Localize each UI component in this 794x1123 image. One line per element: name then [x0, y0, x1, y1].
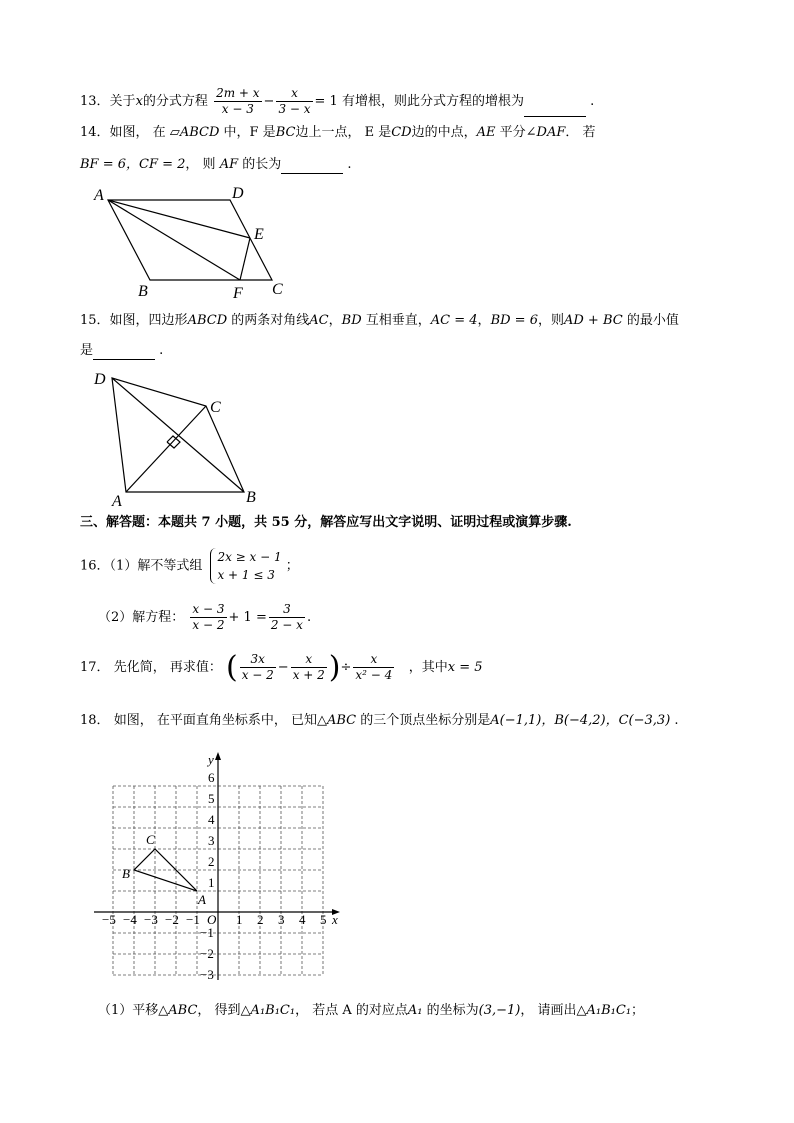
q14-segment-ae — [108, 200, 250, 238]
q16-fraction-1: $\frac{x - 3}{x - 2}$ — [192, 602, 225, 632]
q15-ac-value: AC = 4 — [430, 313, 478, 328]
q14-text-4: 边的中点， — [411, 125, 477, 140]
q18-sub1-text-3: ， 若点 A 的对应点 — [295, 1003, 408, 1018]
q15-label-c: C — [210, 399, 221, 416]
q15-text-5: ， — [477, 313, 491, 328]
question-14-line-2 — [80, 156, 352, 174]
q16-part-2-text: （2）解方程： — [98, 610, 185, 625]
q18-number: 18． — [80, 713, 110, 728]
x-tick-label: 2 — [257, 912, 264, 927]
q15-diagonal-bd — [112, 378, 244, 492]
q18-sub1-text-6: ； — [631, 1003, 645, 1018]
q15-abcd: ABCD — [187, 313, 228, 328]
q18-sub1-point-a1: A₁ — [407, 1003, 423, 1018]
x-tick-label: −4 — [123, 912, 137, 927]
q18-sub1-text-1: （1）平移 — [98, 1003, 159, 1018]
q15-bd-value: BD = 6 — [490, 313, 538, 328]
q18-sub1-triangle-3: △A₁B₁C₁ — [576, 1003, 632, 1018]
question-15 — [80, 312, 679, 330]
q15-label-b: B — [246, 489, 256, 506]
q13-number: 13． — [80, 94, 110, 109]
q16-number: 16． — [80, 558, 110, 574]
q14-answer-blank[interactable] — [281, 159, 343, 174]
x-axis-label: x — [332, 912, 338, 927]
q17-divide: ÷ — [340, 660, 352, 675]
q18-text-2: 的三个顶点坐标分别是 — [360, 713, 491, 728]
q14-parallelogram-figure — [90, 182, 300, 302]
q14-segment-af — [108, 200, 240, 280]
q15-bd: BD — [341, 313, 362, 328]
q18-sub1-triangle-2: △A₁B₁C₁ — [240, 1003, 296, 1018]
q15-text-4: 互相垂直， — [365, 313, 431, 328]
q18-label-a: A — [198, 892, 206, 907]
q14-text-3: 边上一点， E 是 — [295, 125, 392, 140]
q17-fraction-3: $\frac{x}{\text{x² − 4}}$ — [355, 652, 393, 682]
q18-text-1: 如图， 在平面直角坐标系中， 已知 — [113, 713, 317, 728]
q15-text-1: 如图，四边形 — [109, 313, 188, 328]
x-tick-label: −3 — [144, 912, 158, 927]
y-axis-label: y — [208, 752, 214, 767]
y-tick-label: 1 — [208, 875, 215, 890]
q15-end: . — [159, 343, 164, 358]
q15-number: 15． — [80, 313, 110, 328]
q17-number: 17． — [80, 660, 110, 675]
q14-ae: AE — [476, 125, 496, 140]
y-tick-label: −3 — [200, 967, 214, 982]
q16-inequality-system: 2x ≥ x − 1 x + 1 ≤ 3 — [210, 548, 281, 584]
x-tick-label: −5 — [102, 912, 116, 927]
x-tick-label: −2 — [165, 912, 179, 927]
question-16-part-1 — [80, 548, 299, 585]
q13-variable: x — [135, 94, 143, 109]
q16-end: . — [306, 610, 312, 625]
question-13 — [80, 86, 594, 117]
q14-label-f: F — [233, 285, 243, 302]
q16-fraction-2: $\frac{3}{2 - x}$ — [270, 602, 303, 632]
q15-text-6: ，则 — [537, 313, 564, 328]
y-tick-label: −1 — [200, 925, 214, 940]
q13-answer-blank[interactable] — [524, 102, 586, 117]
q14-cd: CD — [391, 125, 412, 140]
q17-fraction-1: $\frac{3x}{x - 2}$ — [241, 652, 274, 682]
x-tick-label: 3 — [278, 912, 285, 927]
q15-quadrilateral-figure — [88, 366, 268, 508]
q18-label-b: B — [122, 866, 130, 881]
origin-label: O — [207, 912, 217, 927]
q15-text-3: ， — [328, 313, 342, 328]
q14-text-1: 如图， 在 — [109, 125, 166, 140]
q14-bc: BC — [275, 125, 296, 140]
q14-number: 14． — [80, 125, 110, 140]
question-16-part-2 — [98, 600, 311, 636]
q18-sub1-coordinate: (3,−1) — [478, 1003, 521, 1018]
q14-af: AF — [219, 157, 239, 172]
q16-plus-one: + 1 = — [228, 610, 267, 625]
q14-text-5: 平分 — [499, 125, 526, 140]
q17-condition: x = 5 — [447, 660, 483, 675]
y-tick-label: 6 — [208, 770, 215, 785]
section-3-heading: 三、解答题：本题共 7 小题，共 55 分，解答应写出文字说明、证明过程或演算步骤. — [80, 515, 572, 530]
q18-label-c: C — [146, 832, 155, 847]
x-tick-label: 4 — [299, 912, 306, 927]
y-tick-label: 2 — [208, 854, 215, 869]
q14-label-c: C — [272, 281, 283, 298]
q18-sub1-text-2: ， 得到 — [197, 1003, 241, 1018]
q15-expression: AD + BC — [563, 313, 623, 328]
y-tick-label: 3 — [208, 833, 215, 848]
q14-label-d: D — [232, 185, 244, 202]
q15-label-a: A — [112, 493, 122, 508]
q14-text-6: ． 若 — [565, 125, 596, 140]
q14-end: . — [347, 157, 352, 172]
q14-label-e: E — [254, 226, 264, 243]
q14-parallelogram-shape — [108, 200, 272, 280]
q18-end: . — [674, 713, 679, 728]
q13-text-pre: 关于 — [109, 94, 136, 109]
q15-text-8: 是 — [80, 343, 94, 358]
question-14 — [80, 124, 596, 142]
q18-triangle: △ABC — [316, 713, 357, 728]
q18-coordinate-grid — [90, 752, 350, 984]
q14-text-8: 的长为 — [242, 157, 282, 172]
x-tick-label: 1 — [236, 912, 243, 927]
q13-minus: − — [263, 94, 275, 109]
q18-sub1-text-5: ， 请画出 — [520, 1003, 577, 1018]
q13-text-post: 有增根，则此分式方程的增根为 — [341, 94, 524, 109]
q18-sub1-text-4: 的坐标为 — [426, 1003, 479, 1018]
q13-equals: = 1 — [314, 94, 338, 109]
y-tick-label: 5 — [208, 791, 215, 806]
question-17: 17． 先化简， 再求值： ( $\frac{3x}{x - 2}$ − $\frac{x}{x + 2}$ )÷ $\frac{x}{\text{x² − 4}}$ ，其中x = 5 — [80, 649, 483, 685]
q14-segment-ef — [240, 238, 250, 280]
q14-label-a: A — [94, 187, 104, 204]
q14-text-7: ， 则 — [185, 157, 216, 172]
q15-ac: AC — [309, 313, 329, 328]
q18-coordinates: A(−1,1)，B(−4,2)，C(−3,3) — [490, 713, 671, 728]
q14-angle: ∠DAF — [525, 125, 566, 140]
q13-text-mid: 的分式方程 — [142, 94, 208, 109]
q15-label-d: D — [94, 371, 106, 388]
q17-text: 先化简， 再求值： — [113, 660, 222, 675]
q16-part-1-text: （1）解不等式组 — [109, 558, 203, 574]
q17-fraction-2: $\frac{x}{x + 2}$ — [292, 652, 325, 682]
q17-post-text: ，其中 — [408, 660, 448, 675]
question-18 — [80, 712, 679, 730]
q15-text-7: 的最小值 — [626, 313, 679, 328]
q15-answer-blank[interactable] — [93, 345, 155, 360]
q14-label-b: B — [138, 283, 148, 300]
y-axis-arrow — [215, 752, 221, 760]
q13-end: . — [590, 94, 595, 109]
q16-semicolon: ； — [285, 558, 299, 574]
y-tick-label: 4 — [208, 812, 215, 827]
q14-parallelogram: ▱ABCD — [169, 125, 220, 140]
question-15-line-2 — [80, 342, 163, 360]
q15-text-2: 的两条对角线 — [231, 313, 310, 328]
q13-fraction-2: $\frac{x}{3 - x}$ — [278, 86, 311, 116]
q17-minus: − — [277, 660, 289, 675]
x-tick-label: 5 — [320, 912, 327, 927]
y-tick-label: −2 — [200, 946, 214, 961]
question-18-part-1 — [98, 1002, 644, 1020]
q14-given: BF = 6，CF = 2 — [80, 157, 186, 172]
q14-text-2: 中，F 是 — [223, 125, 276, 140]
x-tick-label: −1 — [186, 912, 200, 927]
q13-fraction-1: $\frac{2m + x}{x - 3}$ — [216, 86, 260, 116]
q18-sub1-triangle: △ABC — [158, 1003, 198, 1018]
